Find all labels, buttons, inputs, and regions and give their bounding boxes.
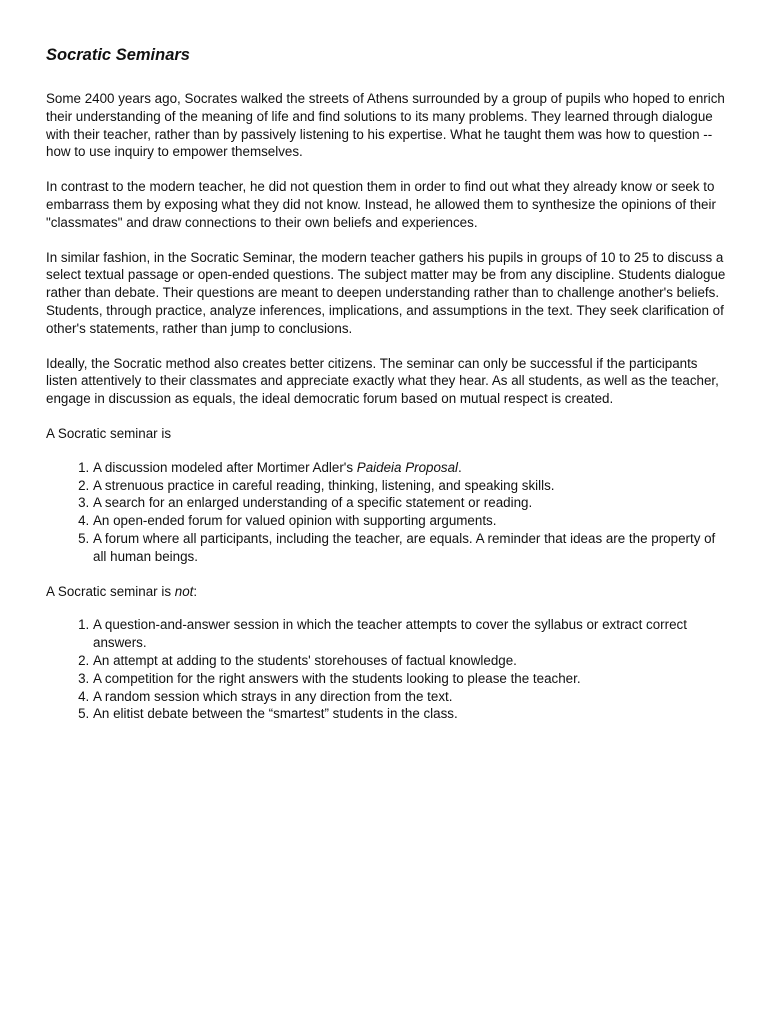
- list-item-text: A discussion modeled after Mortimer Adler's: [93, 459, 357, 475]
- list-item: 1. A question-and-answer session in which the teacher attempts to cover the syllabus or extract correct answers.: [93, 616, 728, 652]
- is-list: [46, 459, 728, 566]
- list-item: 5. A forum where all participants, including the teacher, are equals. A reminder that ideas are the property of all human beings.: [93, 530, 728, 566]
- not-list: [46, 616, 728, 723]
- list-item-suffix: .: [458, 459, 462, 475]
- not-list-intro: [46, 583, 728, 601]
- list-item: 4. An open-ended forum for valued opinion with supporting arguments.: [93, 512, 728, 530]
- not-list-intro-italic: not: [174, 583, 194, 599]
- list-item: 2. An attempt at adding to the students' storehouses of factual knowledge.: [93, 652, 728, 670]
- list-item: 5. An elitist debate between the “smartest” students in the class.: [93, 705, 728, 723]
- paragraph-2: In contrast to the modern teacher, he did not question them in order to find out what they already know or seek to embarrass them by exposing what they did not know. Instead, he allowed them to synthesize the opinions of their "classmates" and draw connections to their own beliefs and experiences.: [46, 179, 716, 230]
- not-list-intro-suffix: :: [193, 583, 198, 599]
- is-list-intro: A Socratic seminar is: [46, 425, 172, 441]
- paragraph-3: In similar fashion, in the Socratic Seminar, the modern teacher gathers his pupils in groups of 10 to 25 to discuss a select textual passage or open-ended questions. The subject matter may be from any discipline. Students dialogue rather than debate. Their questions are meant to deepen understanding rather than to challenge another's beliefs. Students, through practice, analyze inferences, implications, and assumptions in the text. They seek clarification of other's statements, rather than jump to conclusions.: [46, 249, 726, 336]
- list-item: 3. A search for an enlarged understanding of a specific statement or reading.: [93, 494, 728, 512]
- not-list-intro-text: A Socratic seminar is: [46, 583, 175, 599]
- list-item: 2. A strenuous practice in careful reading, thinking, listening, and speaking skills.: [93, 477, 728, 495]
- list-item: [93, 459, 728, 477]
- document-title: Socratic Seminars: [46, 46, 190, 64]
- list-item: 4. A random session which strays in any direction from the text.: [93, 688, 728, 706]
- paragraph-1: Some 2400 years ago, Socrates walked the streets of Athens surrounded by a group of pupils who hoped to enrich their understanding of the meaning of life and find solutions to its many problems. They learned through dialogue with their teacher, rather than by passively listening to his expertise. What he taught them was how to question -- how to use inquiry to empower themselves.: [46, 91, 725, 160]
- paragraph-4: Ideally, the Socratic method also creates better citizens. The seminar can only be successful if the participants listen attentively to their classmates and appreciate exactly what they hear. As all students, as well as the teacher, engage in discussion as equals, the ideal democratic forum based on mutual respect is created.: [46, 355, 719, 407]
- list-item-italic-text: Paideia Proposal: [356, 459, 459, 475]
- list-item: 3. A competition for the right answers with the students looking to please the teacher.: [93, 670, 728, 688]
